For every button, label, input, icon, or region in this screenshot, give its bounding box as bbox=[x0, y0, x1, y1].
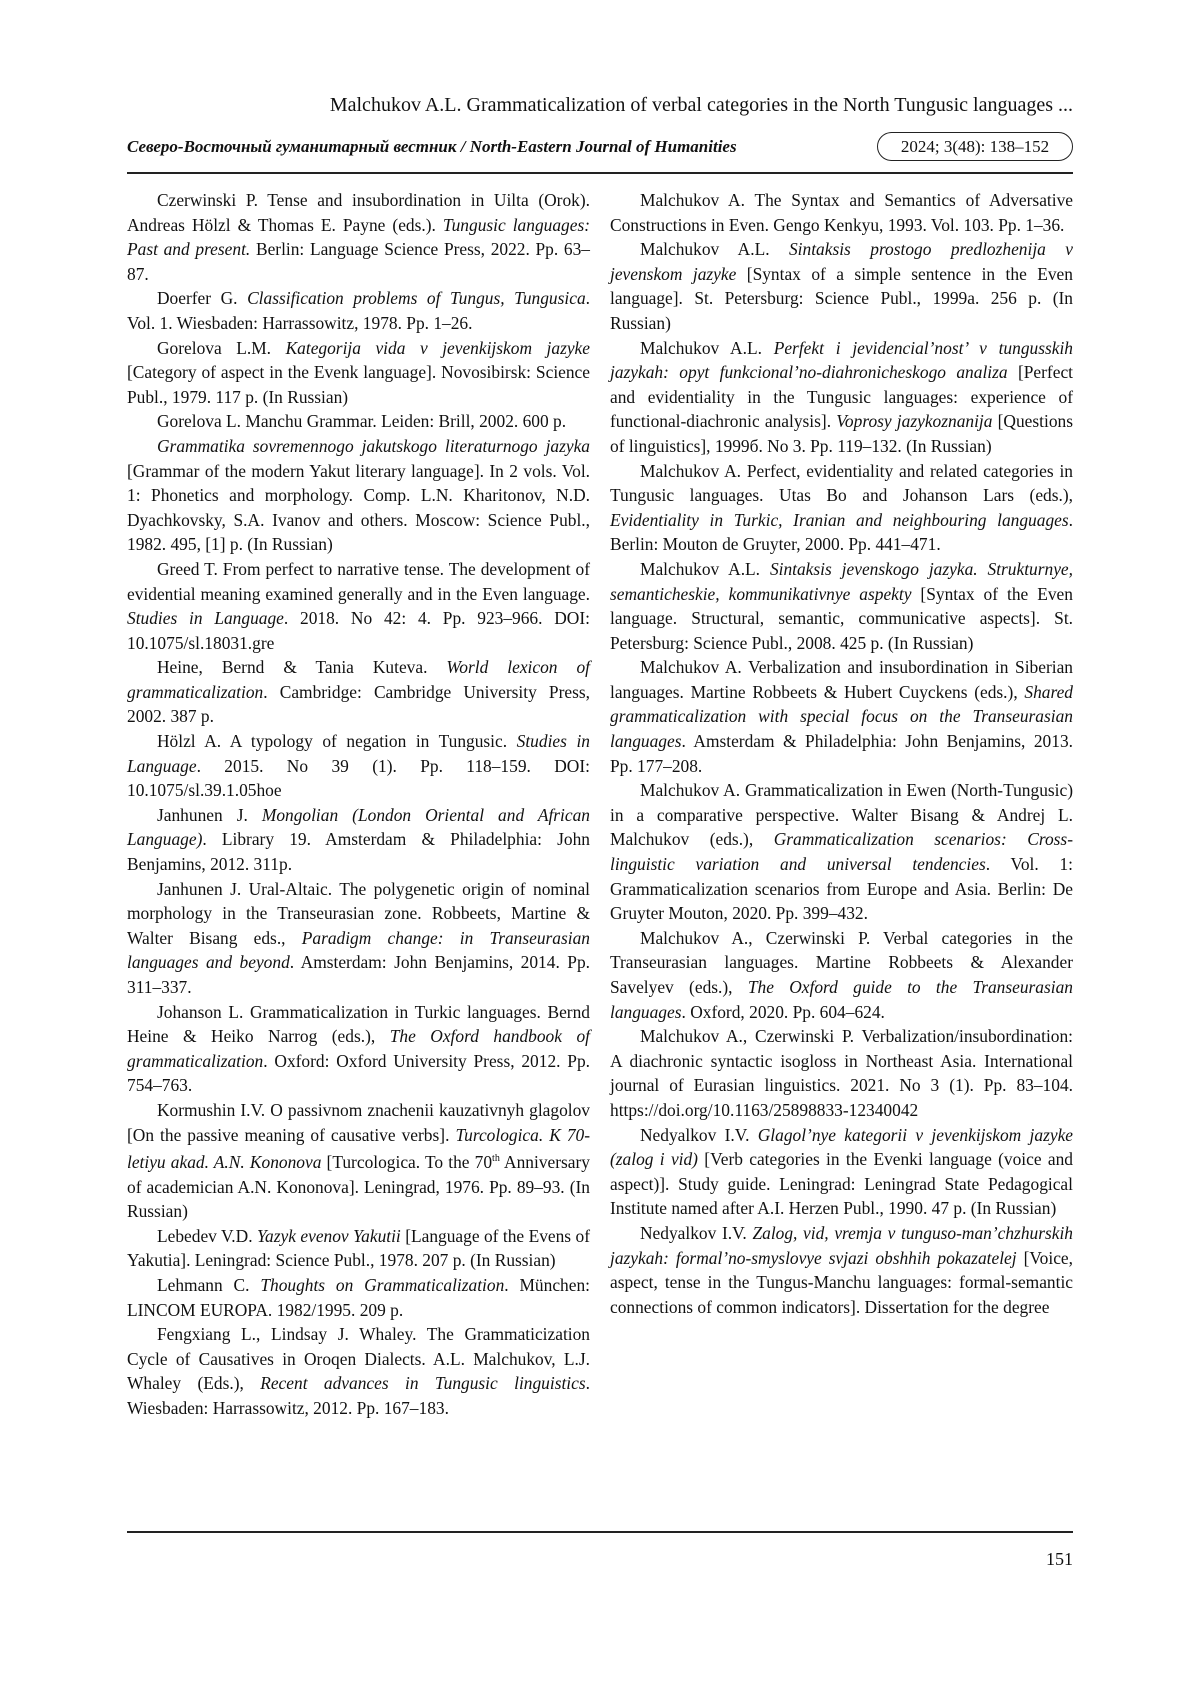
reference-entry: Nedyalkov I.V. Zalog, vid, vremja v tunguso-man’chzhurskih jazykah: formal’no-smyslovye svjazi obshhih pokazatelej [Voice, aspect, tense in the Tungus-Manchu languages: formal-semantic connections of common indicators]. Dissertation for the degree bbox=[610, 1222, 1073, 1317]
reference-entry: Greed T. From perfect to narrative tense. The development of evidential meaning examined generally and in the Even language. Studies in Language. 2018. No 42: 4. Pp. 923–966. DOI: 10.1075/sl.18031.gre bbox=[127, 558, 590, 653]
reference-entry: Grammatika sovremennogo jakutskogo literaturnogo jazyka [Grammar of the modern Yakut literary language]. In 2 vols. Vol. 1: Phonetics and morphology. Comp. L.N. Kharitonov, N.D. Dyachkovsky, S.A. Ivanov and others. Moscow: Science Publ., 1982. 495, [1] p. (In Russian) bbox=[127, 435, 590, 555]
header-divider bbox=[127, 172, 1073, 174]
reference-entry: Malchukov A. Perfect, evidentiality and related categories in Tungusic languages. Utas Bo and Johanson Lars (eds.), Evidentiality in Turkic, Iranian and neighbouring languages. Berlin: Mouton de Gruyter, 2000. Pp. 441–471. bbox=[610, 460, 1073, 555]
reference-entry: Doerfer G. Classification problems of Tungus, Tungusica. Vol. 1. Wiesbaden: Harrassowitz, 1978. Pp. 1–26. bbox=[127, 288, 590, 333]
reference-entry: Hölzl A. A typology of negation in Tungusic. Studies in Language. 2015. No 39 (1). Pp. 118–159. DOI: 10.1075/sl.39.1.05hoe bbox=[127, 731, 590, 801]
reference-entry: Lebedev V.D. Yazyk evenov Yakutii [Language of the Evens of Yakutia]. Leningrad: Science Publ., 1978. 207 p. (In Russian) bbox=[127, 1225, 590, 1271]
running-title: Malchukov A.L. Grammaticalization of verbal categories in the North Tungusic languages ... bbox=[329, 94, 1073, 116]
page-number: 151 bbox=[1046, 1549, 1073, 1569]
reference-entry: Malchukov A., Czerwinski P. Verbalization/insubordination: A diachronic syntactic isogloss in Northeast Asia. International journal of Eurasian linguistics. 2021. No 3 (1). Pp. 83–104. https://doi.org/10.1163/25898833-12340042 bbox=[610, 1026, 1073, 1120]
reference-entry: Gorelova L. Manchu Grammar. Leiden: Brill, 2002. 600 p. bbox=[157, 411, 567, 432]
journal-title: Северо-Восточный гуманитарный вестник / North-Eastern Journal of Humanities bbox=[127, 137, 737, 156]
reference-entry: Kormushin I.V. O passivnom znachenii kauzativnyh glagolov [On the passive meaning of causative verbs]. Turcologica. K 70-letiyu akad. A.N. Kononova [Turcologica. To the 70th Anniversary of academician A.N. Kononova]. Leningrad, 1976. Pp. 89–93. (In Russian) bbox=[127, 1099, 590, 1222]
references-left-column bbox=[127, 188, 590, 1420]
reference-entry: Malchukov A.L. Sintaksis jevenskogo jazyka. Strukturnye, semanticheskie, kommunikativnye aspekty [Syntax of the Even language. Structural, semantic, communicative aspects]. St. Petersburg: Science Publ., 2008. 425 p. (In Russian) bbox=[610, 558, 1073, 653]
reference-entry: Gorelova L.M. Kategorija vida v jevenkijskom jazyke [Category of aspect in the Evenk language]. Novosibirsk: Science Publ., 1979. 117 p. (In Russian) bbox=[127, 337, 590, 407]
footer-divider bbox=[127, 1531, 1073, 1533]
reference-entry: Malchukov A. Grammaticalization in Ewen (North-Tungusic) in a comparative perspective. Walter Bisang & Andrej L. Malchukov (eds.), Grammaticalization scenarios: Cross-linguistic variation and universal tendencies. Vol. 1: Grammaticalization scenarios from Europe and Asia. Berlin: De Gruyter Mouton, 2020. Pp. 399–432. bbox=[610, 780, 1073, 924]
issue-badge: 2024; 3(48): 138–152 bbox=[877, 132, 1073, 161]
reference-entry: Lehmann C. Thoughts on Grammaticalization. München: LINCOM EUROPA. 1982/1995. 209 p. bbox=[127, 1274, 590, 1320]
reference-entry: Janhunen J. Mongolian (London Oriental and African Language). Library 19. Amsterdam & Philadelphia: John Benjamins, 2012. 311p. bbox=[127, 804, 590, 875]
reference-entry: Johanson L. Grammaticalization in Turkic languages. Bernd Heine & Heiko Narrog (eds.), The Oxford handbook of grammaticalization. Oxford: Oxford University Press, 2012. Pp. 754–763. bbox=[127, 1001, 590, 1096]
references-right-column bbox=[610, 188, 1073, 1319]
reference-entry: Malchukov A.L. Sintaksis prostogo predlozhenija v jevenskom jazyke [Syntax of a simple sentence in the Even language]. St. Petersburg: Science Publ., 1999a. 256 p. (In Russian) bbox=[610, 239, 1073, 333]
reference-entry: Fengxiang L., Lindsay J. Whaley. The Grammaticization Cycle of Causatives in Oroqen Dialects. A.L. Malchukov, L.J. Whaley (Eds.), Recent advances in Tungusic linguistics. Wiesbaden: Harrassowitz, 2012. Pp. 167–183. bbox=[127, 1324, 590, 1418]
reference-entry: Malchukov A. Verbalization and insubordination in Siberian languages. Martine Robbeets & Hubert Cuyckens (eds.), Shared grammaticalization with special focus on the Transeurasian languages. Amsterdam & Philadelphia: John Benjamins, 2013. Pp. 177–208. bbox=[610, 657, 1073, 776]
reference-entry: Malchukov A., Czerwinski P. Verbal categories in the Transeurasian languages. Martine Robbeets & Alexander Savelyev (eds.), The Oxford guide to the Transeurasian languages. Oxford, 2020. Pp. 604–624. bbox=[610, 927, 1073, 1022]
reference-entry: Heine, Bernd & Tania Kuteva. World lexicon of grammaticalization. Cambridge: Cambridge University Press, 2002. 387 p. bbox=[127, 657, 590, 727]
reference-entry: Janhunen J. Ural-Altaic. The polygenetic origin of nominal morphology in the Transeurasian zone. Robbeets, Martine & Walter Bisang eds., Paradigm change: in Transeurasian languages and beyond. Amsterdam: John Benjamins, 2014. Pp. 311–337. bbox=[127, 878, 590, 997]
reference-entry: Malchukov A.L. Perfekt i jevidencial’nost’ v tungusskih jazykah: opyt funkcional’no-diahronicheskogo analiza [Perfect and evidentiality in the Tungusic languages: experience of functional-diachronic analysis]. Voprosy jazykoznanija [Questions of linguistics], 1999б. No 3. Pp. 119–132. (In Russian) bbox=[610, 337, 1073, 456]
reference-entry: Malchukov A. The Syntax and Semantics of Adversative Constructions in Even. Gengo Kenkyu, 1993. Vol. 103. Pp. 1–36. bbox=[610, 190, 1073, 235]
reference-entry: Czerwinski P. Tense and insubordination in Uilta (Orok). Andreas Hölzl & Thomas E. Payne (eds.). Tungusic languages: Past and present. Berlin: Language Science Press, 2022. Pp. 63–87. bbox=[127, 190, 591, 284]
reference-entry: Nedyalkov I.V. Glagol’nye kategorii v jevenkijskom jazyke (zalog i vid) [Verb categories in the Evenki language (voice and aspect)]. Study guide. Leningrad: Leningrad State Pedagogical Institute named after A.I. Herzen Publ., 1990. 47 p. (In Russian) bbox=[610, 1124, 1074, 1219]
